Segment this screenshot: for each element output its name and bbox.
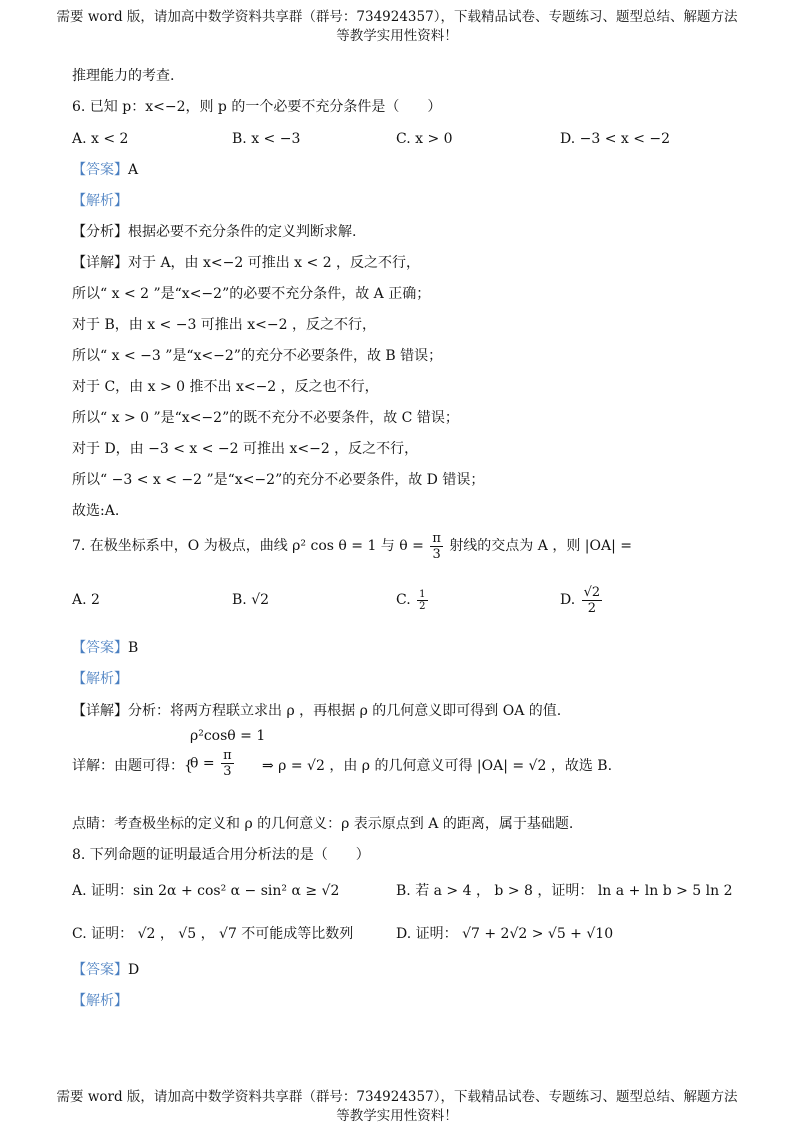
q6-option-b: B. x < −3 <box>232 131 301 147</box>
header-line-2: 等教学实用性资料！ <box>336 28 458 44</box>
q7-system-eq2-fraction <box>221 748 234 779</box>
q7-option-a: A. 2 <box>72 592 100 608</box>
q6-fenxi: 根据必要不充分条件的定义判断求解. <box>128 224 357 240</box>
q7-answer-line <box>72 638 138 658</box>
q6-option-c: C. x > 0 <box>396 131 453 147</box>
footer-line-1: 需要 word 版，请加高中数学资料共享群（群号：734924357），下载精品试卷、专题练习、题型总结、解题方法 <box>56 1089 738 1105</box>
q7-analysis-tag-line <box>72 669 128 689</box>
q8-option-b: B. 若 a > 4 ， b > 8 ，证明： ln a + ln b > 5 ln 2 <box>396 883 733 899</box>
q6-answer-line <box>72 160 138 180</box>
q6-fenxi-tag: 【分析】 <box>72 224 128 240</box>
q7-option-d-num: √2 <box>583 584 601 600</box>
q8-answer-line <box>72 960 139 980</box>
q6-detail-line-2: 所以“ x < 2 ”是“x<−2”的必要不充分条件，故 A 正确； <box>72 286 431 302</box>
q8-analysis-tag: 【解析】 <box>72 993 128 1009</box>
q6-fenxi-line <box>72 222 356 242</box>
q7-option-d-fraction <box>582 585 603 616</box>
q7-stem-frac-num: π <box>432 530 441 546</box>
q6-conclusion: 故选:A. <box>72 503 120 519</box>
page-header <box>0 8 794 46</box>
q6-detail-line-7: 对于 D，由 −3 < x < −2 可推出 x<−2 ，反之不行， <box>72 441 419 457</box>
q7-detail-line <box>72 701 561 721</box>
q7-stem-b: 射线的交点为 A ，则 |OA| = <box>449 538 632 554</box>
footer-line-2: 等教学实用性资料！ <box>336 1108 458 1124</box>
q7-system-eq2 <box>190 748 265 779</box>
q7-option-c-den: 2 <box>419 600 426 612</box>
q8-stem: 8. 下列命题的证明最适合用分析法的是（ ） <box>72 847 370 863</box>
q6-analysis-tag-line <box>72 191 128 211</box>
q7-answer: B <box>128 640 139 656</box>
q6-analysis-tag: 【解析】 <box>72 193 128 209</box>
q7-option-d <box>560 578 604 622</box>
q6-detail-line-4: 所以“ x < −3 ”是“x<−2”的充分不必要条件，故 B 错误； <box>72 348 443 364</box>
q7-stem-fraction <box>430 531 443 562</box>
q8-analysis-tag-line <box>72 991 128 1011</box>
q6-detail-line-5: 对于 C，由 x > 0 推不出 x<−2 ，反之也不行， <box>72 379 379 395</box>
q6-answer-tag: 【答案】 <box>72 162 128 178</box>
q6-option-d: D. −3 < x < −2 <box>560 131 671 147</box>
q7-option-c-label: C. <box>396 592 411 608</box>
q7-stem-a: 7. 在极坐标系中，O 为极点，曲线 ρ² cos θ = 1 与 θ = <box>72 538 424 554</box>
q8-answer-tag: 【答案】 <box>72 962 128 978</box>
page-footer <box>0 1088 794 1126</box>
q6-detail-tag: 【详解】 <box>72 255 128 271</box>
q8-answer: D <box>128 962 140 978</box>
q7-solution-prefix: 详解：由题可得：{ <box>72 758 193 774</box>
q7-answer-tag: 【答案】 <box>72 640 128 656</box>
q6-answer: A <box>128 162 139 178</box>
intro-text: 推理能力的考查. <box>72 68 175 84</box>
header-line-1: 需要 word 版，请加高中数学资料共享群（群号：734924357），下载精品试卷、专题练习、题型总结、解题方法 <box>56 9 738 25</box>
q7-detail-tag: 【详解】 <box>72 703 128 719</box>
q7-option-d-den: 2 <box>587 600 597 616</box>
q8-option-c: C. 证明： √2 ， √5 ， √7 不可能成等比数列 <box>72 926 354 942</box>
q8-option-d: D. 证明： √7 + 2√2 > √5 + √10 <box>396 926 614 942</box>
q7-system-eq2-lhs: θ = <box>190 755 215 772</box>
q7-option-b: B. √2 <box>232 592 270 608</box>
q7-system-frac-num: π <box>223 748 232 763</box>
q7-solution-suffix: ⇒ ρ = √2 ，由 ρ 的几何意义可得 |OA| = √2 ，故选 B. <box>262 758 613 774</box>
q7-comment: 点睛：考查极坐标的定义和 ρ 的几何意义：ρ 表示原点到 A 的距离，属于基础题. <box>72 816 574 832</box>
q6-option-a: A. x < 2 <box>72 131 129 147</box>
q7-option-d-label: D. <box>560 592 576 608</box>
q7-stem <box>72 528 632 564</box>
q7-detail: 分析：将两方程联立求出 ρ ，再根据 ρ 的几何意义即可得到 OA 的值. <box>128 703 562 719</box>
q7-system <box>190 726 265 779</box>
q6-detail-line-1 <box>72 253 420 273</box>
q6-detail-line-8: 所以“ −3 < x < −2 ”是“x<−2”的充分不必要条件，故 D 错误； <box>72 472 485 488</box>
q7-option-c <box>396 582 430 618</box>
q7-analysis-tag: 【解析】 <box>72 671 128 687</box>
q6-detail-line-3: 对于 B，由 x < −3 可推出 x<−2 ，反之不行， <box>72 317 376 333</box>
q7-option-c-fraction <box>417 589 427 612</box>
q7-system-frac-den: 3 <box>223 764 232 779</box>
q6-detail-text: 对于 A，由 x<−2 可推出 x < 2 ，反之不行， <box>128 255 421 271</box>
q6-stem: 6. 已知 p：x<−2，则 p 的一个必要不充分条件是（ ） <box>72 99 442 115</box>
q7-option-c-num: 1 <box>419 588 426 600</box>
q7-system-eq1: ρ²cosθ = 1 <box>190 728 266 744</box>
q6-detail-line-6: 所以“ x > 0 ”是“x<−2”的既不充分不必要条件，故 C 错误； <box>72 410 459 426</box>
q8-option-a: A. 证明：sin 2α + cos² α − sin² α ≥ √2 <box>72 883 340 899</box>
q7-stem-frac-den: 3 <box>432 546 441 562</box>
